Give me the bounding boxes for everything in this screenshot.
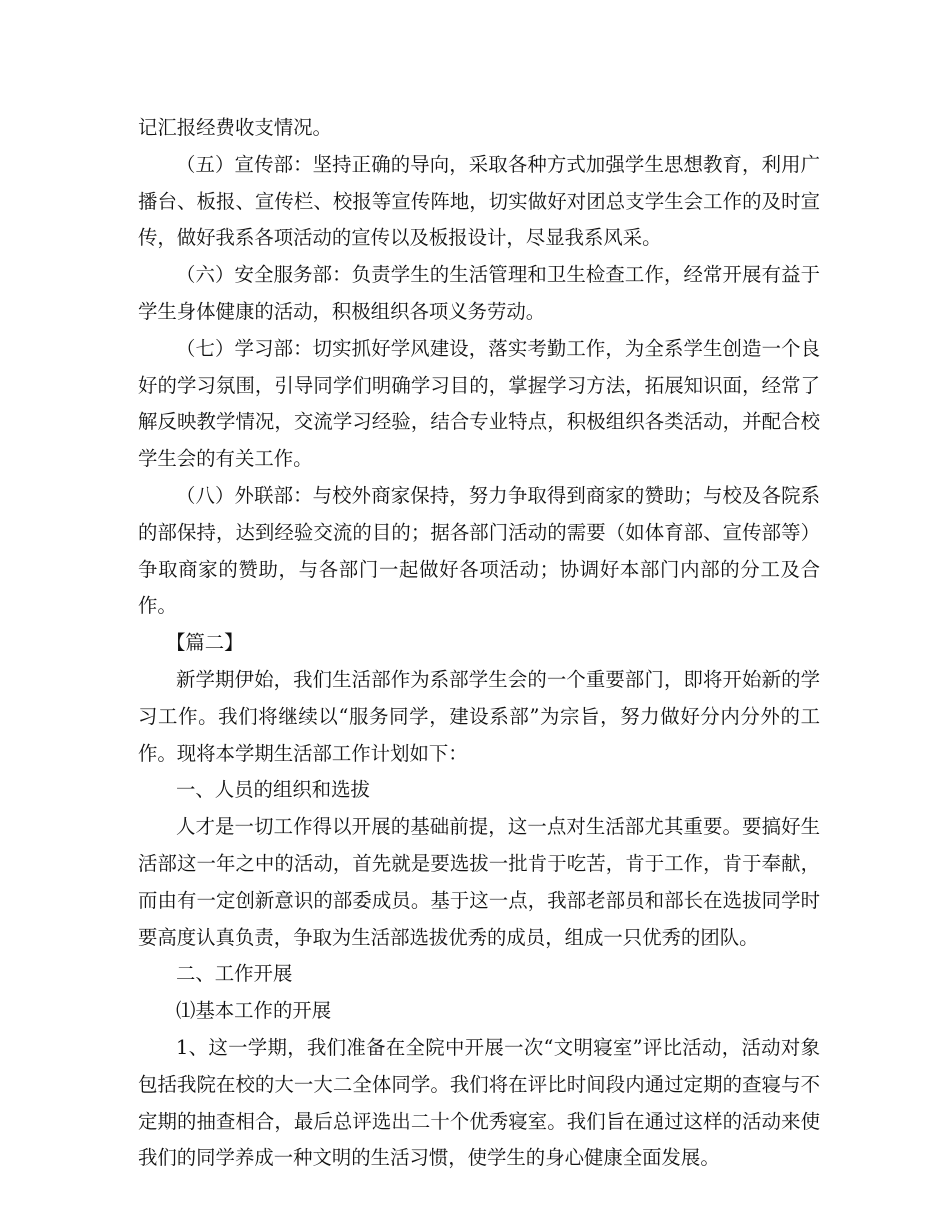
- paragraph-intro: 新学期伊始，我们生活部作为系部学生会的一个重要部门，即将开始新的学习工作。我们将继续以“服务同学，建设系部”为宗旨，努力做好分内分外的工作。现将本学期生活部工作计划如下：: [138, 667, 820, 765]
- paragraph-external-relations-dept: （八）外联部：与校外商家保持，努力争取得到商家的赞助；与校及各院系的部保持，达到经验交流的目的；据各部门活动的需要（如体育部、宣传部等）争取商家的赞助，与各部门一起做好各项活动；协调好本部门内部的分工及合作。: [138, 483, 820, 618]
- heading-basic-work: ⑴基本工作的开展: [176, 999, 332, 1023]
- paragraph-personnel: 人才是一切工作得以开展的基础前提，这一点对生活部尤其重要。要搞好生活部这一年之中的活动，首先就是要选拔一批肯于吃苦，肯于工作，肯于奉献，而由有一定创新意识的部委成员。基于这一点，我部老部员和部长在选拔同学时要高度认真负责，争取为生活部选拔优秀的成员，组成一只优秀的团队。: [138, 815, 820, 949]
- paragraph-publicity-dept: （五）宣传部：坚持正确的导向，采取各种方式加强学生思想教育，利用广播台、板报、宣传栏、校报等宣传阵地，切实做好对团总支学生会工作的及时宣传，做好我系各项活动的宣传以及板报设计，尽显我系风采。: [138, 152, 820, 250]
- paragraph-safety-service-dept: （六）安全服务部：负责学生的生活管理和卫生检查工作，经常开展有益于学生身体健康的活动，积极组织各项义务劳动。: [138, 263, 820, 323]
- section-heading-part-two: 【篇二】: [166, 631, 244, 655]
- paragraph-continuation: 记汇报经费收支情况。: [138, 116, 332, 139]
- paragraph-study-dept: （七）学习部：切实抓好学风建设，落实考勤工作，为全系学生创造一个良好的学习氛围，引导同学们明确学习目的，掌握学习方法，拓展知识面，经常了解反映教学情况，交流学习经验，结合专业特点，积极组织各类活动，并配合校学生会的有关工作。: [138, 336, 820, 471]
- heading-work: 二、工作开展: [176, 962, 293, 986]
- heading-personnel: 一、人员的组织和选拔: [176, 778, 370, 802]
- paragraph-dorm-contest: 1、这一学期，我们准备在全院中开展一次“文明寝室”评比活动，活动对象包括我院在校的大一大二全体同学。我们将在评比时间段内通过定期的查寝与不定期的抽查相合，最后总评选出二十个优秀寝室。我们旨在通过这样的活动来使我们的同学养成一种文明的生活习惯，使学生的身心健康全面发展。: [138, 1035, 820, 1170]
